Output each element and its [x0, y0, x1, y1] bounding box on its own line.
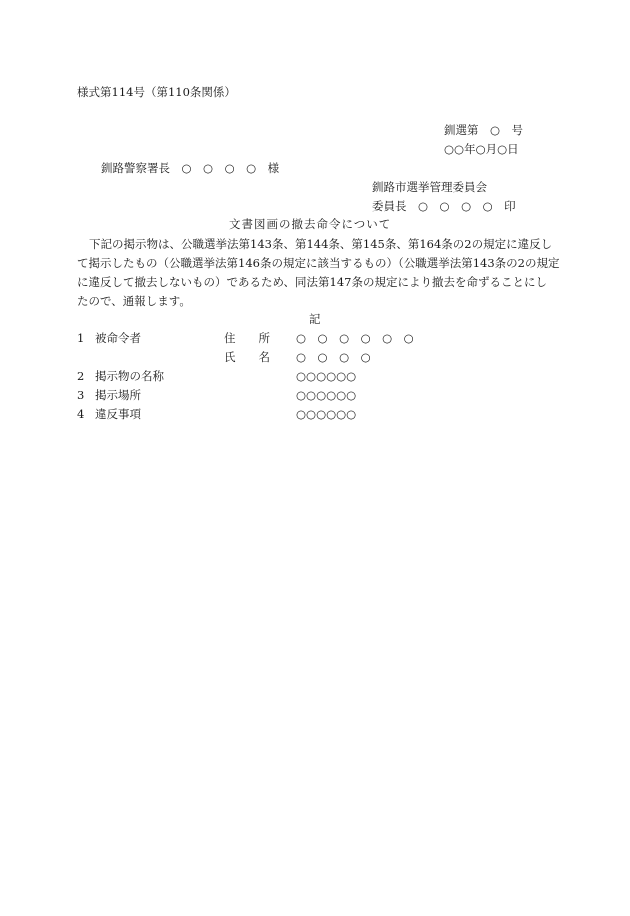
address-value: ○ ○ ○ ○ ○ ○	[296, 331, 414, 345]
document-title: 文書図画の撤去命令について	[229, 217, 392, 231]
ki-heading: 記	[309, 312, 321, 326]
item-value: ○○○○○○	[296, 388, 357, 402]
document-number: 釧選第 ○ 号	[444, 123, 524, 137]
body-line: たので、通報します。	[77, 294, 191, 308]
body-line: 下記の掲示物は、公職選挙法第143条、第144条、第145条、第164条の2の規定に違反し	[89, 237, 553, 251]
item-number: 2	[77, 369, 85, 383]
body-line: に違反して撤去しないもの）であるため、同法第147条の規定により撤去を命ずることにし	[77, 275, 547, 289]
item-label: 被命令者	[95, 331, 141, 345]
item-number: 3	[77, 388, 85, 402]
name-label: 氏 名	[224, 350, 270, 364]
body-line: て掲示したもの（公職選挙法第146条の規定に該当するもの）（公職選挙法第143条の2の規定	[77, 256, 560, 270]
item-label: 違反事項	[95, 407, 141, 421]
issuer-name: 委員長 ○ ○ ○ ○ 印	[372, 199, 516, 213]
addressee: 釧路警察署長 ○ ○ ○ ○ 様	[101, 161, 280, 175]
item-number: 4	[77, 407, 85, 421]
item-label: 掲示場所	[95, 388, 141, 402]
address-label: 住 所	[224, 331, 270, 345]
form-label: 様式第114号（第110条関係）	[77, 85, 236, 99]
item-number: 1	[77, 331, 85, 345]
name-value: ○ ○ ○ ○	[296, 350, 371, 364]
issuer-organization: 釧路市選挙管理委員会	[372, 180, 487, 194]
document-date: ○○年○月○日	[444, 142, 519, 156]
item-value: ○○○○○○	[296, 407, 357, 421]
item-label: 掲示物の名称	[95, 369, 164, 383]
item-value: ○○○○○○	[296, 369, 357, 383]
body-paragraph	[77, 235, 560, 311]
